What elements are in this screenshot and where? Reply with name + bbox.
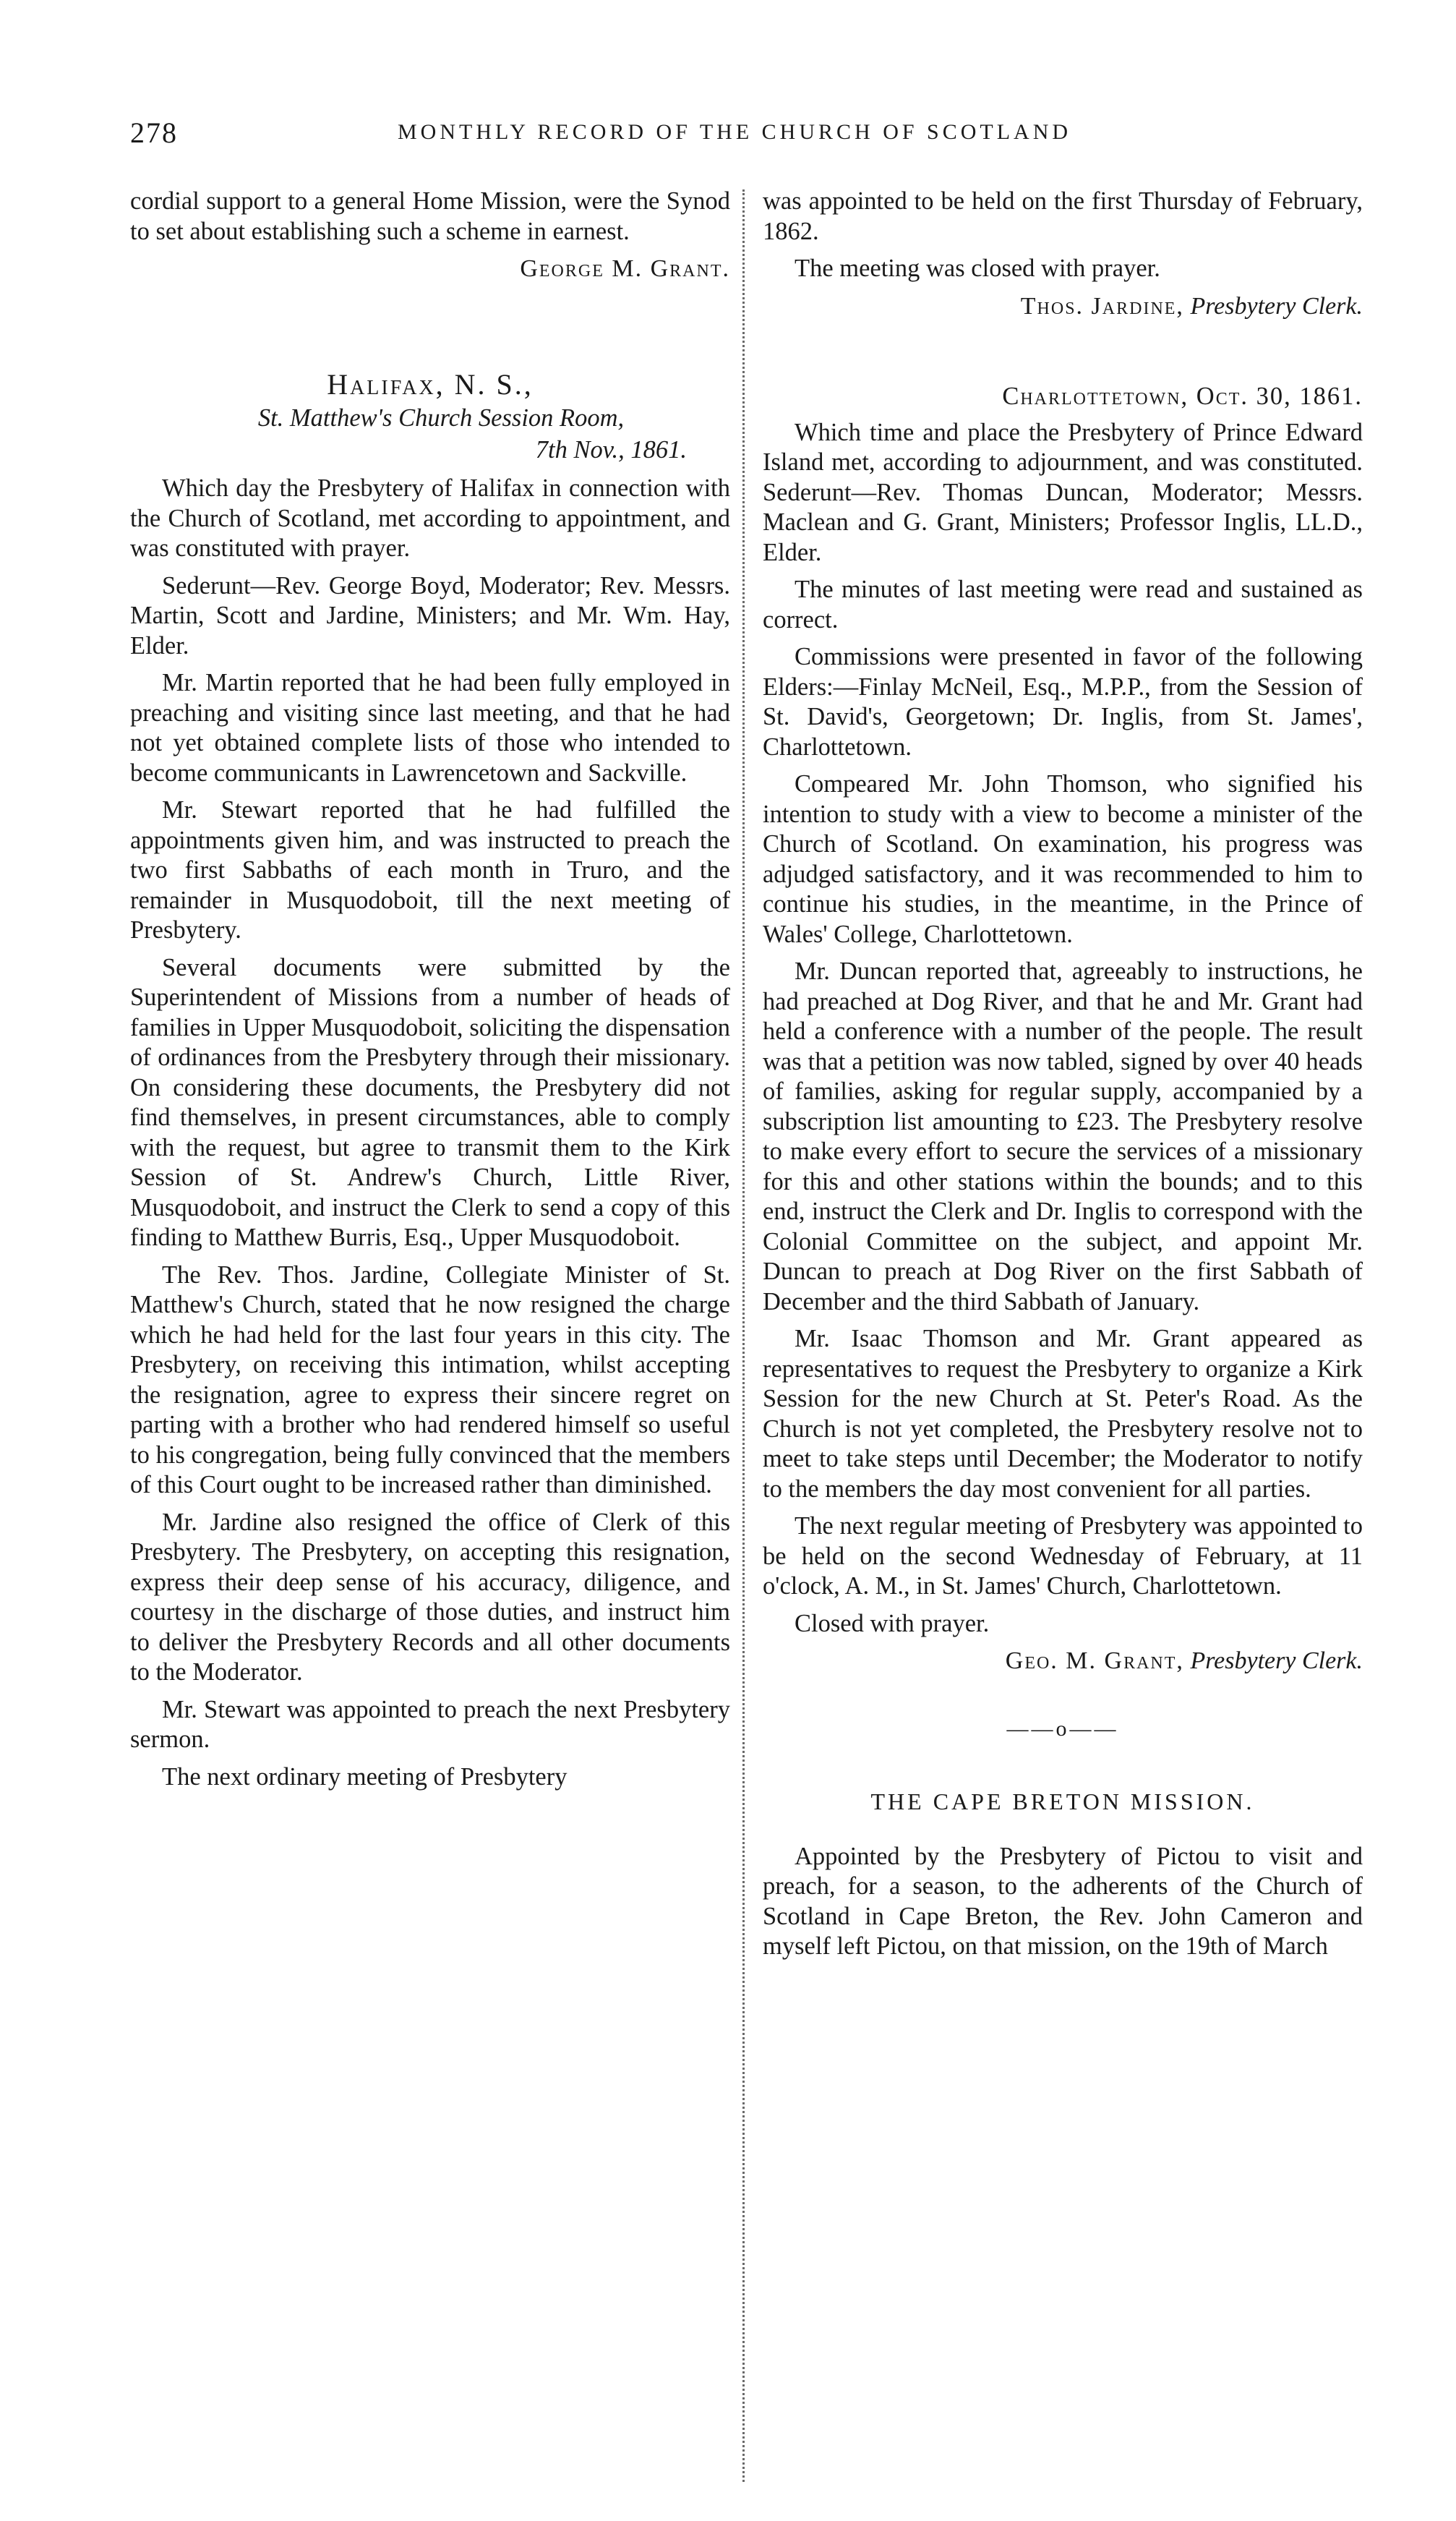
paragraph: Commissions were presented in favor of the following Elders:—Finlay McNeil, Esq., M.P.P., from the Session of St. David's, Georgetown; Dr. Inglis, from St. James', Charlottetown. — [763, 643, 1363, 761]
paragraph: Several documents were submitted by the Superintendent of Missions from a number of heads of families in Upper Musquodoboit, soliciting the dispensation of ordinances from the Presbytery through their missionary. On considering these documents, the Presbytery did not find themselves, in present circumstances, able to comply with the request, but agree to transmit them to the Kirk Session of St. Andrew's Church, Little River, Musquodoboit, and instruct the Clerk to send a copy of this finding to Matthew Burris, Esq., Upper Musquodoboit. — [130, 953, 730, 1251]
paragraph: Mr. Isaac Thomson and Mr. Grant appeared as representatives to request the Presbytery to organize a Kirk Session for the new Church at St. Peter's Road. As the Church is not yet completed, the Presbytery resolve not to meet to take steps until December; the Moderator to notify to the members the day most convenient for all parties. — [763, 1325, 1363, 1503]
place-line-2: 7th Nov., 1861. — [535, 435, 687, 464]
paragraph: Which day the Presbytery of Halifax in connection with the Church of Scotland, met according to appointment, and was constituted with prayer. — [130, 474, 730, 562]
signature-name: Thos. Jardine, — [1020, 292, 1184, 320]
paragraph: The next regular meeting of Presbytery was appointed to be held on the second Wednesday of February, at 11 o'clock, A. M., in St. James' Church, Charlottetown. — [763, 1512, 1363, 1600]
paragraph: The minutes of last meeting were read and sustained as correct. — [763, 576, 1363, 634]
section-title: THE CAPE BRETON MISSION. — [870, 1788, 1255, 1814]
pei-signature — [763, 1646, 1363, 1676]
paragraph: Mr. Stewart reported that he had fulfilled the appointments given him, and was instructed to preach the two first Sabbaths of each month in Truro, and the remainder in Musquodoboit, till the next meeting of Presbytery. — [130, 796, 730, 944]
closed-line: Closed with prayer. — [795, 1609, 990, 1637]
paragraph: Which time and place the Presbytery of Prince Edward Island met, according to adjournment, and was constituted. Sederunt—Rev. Thomas Duncan, Moderator; Messrs. Maclean and G. Grant, Ministers; Professor Inglis, LL.D., Elder. — [763, 418, 1363, 566]
journal-title: MONTHLY RECORD OF THE CHURCH OF SCOTLAND — [398, 120, 1072, 144]
column-divider — [742, 189, 745, 2482]
paragraph: Mr. Jardine also resigned the office of Clerk of this Presbytery. The Presbytery, on accepting this resignation, express their deep sense of his accuracy, diligence, and courtesy in the discharge of those duties, and instruct him to deliver the Presbytery Records and all other documents to the Moderator. — [130, 1508, 730, 1686]
paragraph: Mr. Duncan reported that, agreeably to instructions, he had preached at Dog River, and that he and Mr. Grant had held a conference with a number of the people. The result was that a petition was now tabled, signed by over 40 heads of families, asking for regular supply, accompanied by a subscription list amounting to £23. The Presbytery resolve to make every effort to secure the services of a missionary for this and other stations within the bounds; and to this end, instruct the Clerk and Dr. Inglis to correspond with the Colonial Committee on the subject, and appoint Mr. Duncan to preach at Dog River on the first Sabbath of December and the third Sabbath of January. — [763, 957, 1363, 1315]
place-heading: Halifax, N. S., — [327, 367, 534, 401]
left-column — [130, 187, 730, 1799]
paragraph: Mr. Martin reported that he had been fully employed in preaching and visiting since last meeting, and that he had not yet obtained complete lists of those who intended to become communicants in Lawrencetown and Sackville. — [130, 669, 730, 787]
paragraph: The next ordinary meeting of Presbytery — [162, 1762, 568, 1791]
paragraph: Appointed by the Presbytery of Pictou to visit and preach, for a season, to the adherents of the Church of Scotland in Cape Breton, the Rev. John Cameron and myself left Pictou, on that mission, on the 19th of March — [763, 1842, 1363, 1960]
page-number: 278 — [130, 116, 178, 149]
right-column — [763, 187, 1363, 1969]
running-head — [130, 116, 1366, 152]
continuation-paragraph: was appointed to be held on the first Thursday of February, 1862. — [763, 187, 1363, 245]
signature-name: Geo. M. Grant, — [1005, 1647, 1184, 1674]
signature-title: Presbytery Clerk. — [1190, 1647, 1363, 1674]
signature-title: Presbytery Clerk. — [1190, 292, 1363, 320]
halifax-signature — [763, 291, 1363, 322]
intro-signature — [130, 254, 730, 284]
intro-paragraph: cordial support to a general Home Mission, were the Synod to set about establishing such a scheme in earnest. — [130, 187, 730, 245]
ornament-divider: ——o—— — [1006, 1716, 1119, 1741]
dateline: Charlottetown, Oct. 30, 1861. — [1002, 383, 1363, 410]
closing-line: The meeting was closed with prayer. — [795, 255, 1160, 282]
paragraph: Mr. Stewart was appointed to preach the next Presbytery sermon. — [130, 1695, 730, 1753]
paragraph: Sederunt—Rev. George Boyd, Moderator; Rev. Messrs. Martin, Scott and Jardine, Ministers; and Mr. Wm. Hay, Elder. — [130, 571, 730, 660]
paragraph: The Rev. Thos. Jardine, Collegiate Minister of St. Matthew's Church, stated that he now resigned the charge which he had held for the last four years in this city. The Presbytery, on receiving this intimation, whilst accepting the resignation, agree to express their sincere regret on parting with a brother who had rendered himself so useful to his congregation, being fully convinced that the members of this Court ought to be increased rather than diminished. — [130, 1260, 730, 1498]
place-line-1: St. Matthew's Church Session Room, — [257, 404, 625, 432]
paragraph: Compeared Mr. John Thomson, who signified his intention to study with a view to become a minister of the Church of Scotland. On examination, his progress was adjudged satisfactory, and it was recommended to him to continue his studies, in the meantime, in the Prince of Wales' College, Charlottetown. — [763, 770, 1363, 948]
signature-name: George M. Grant. — [520, 255, 730, 282]
